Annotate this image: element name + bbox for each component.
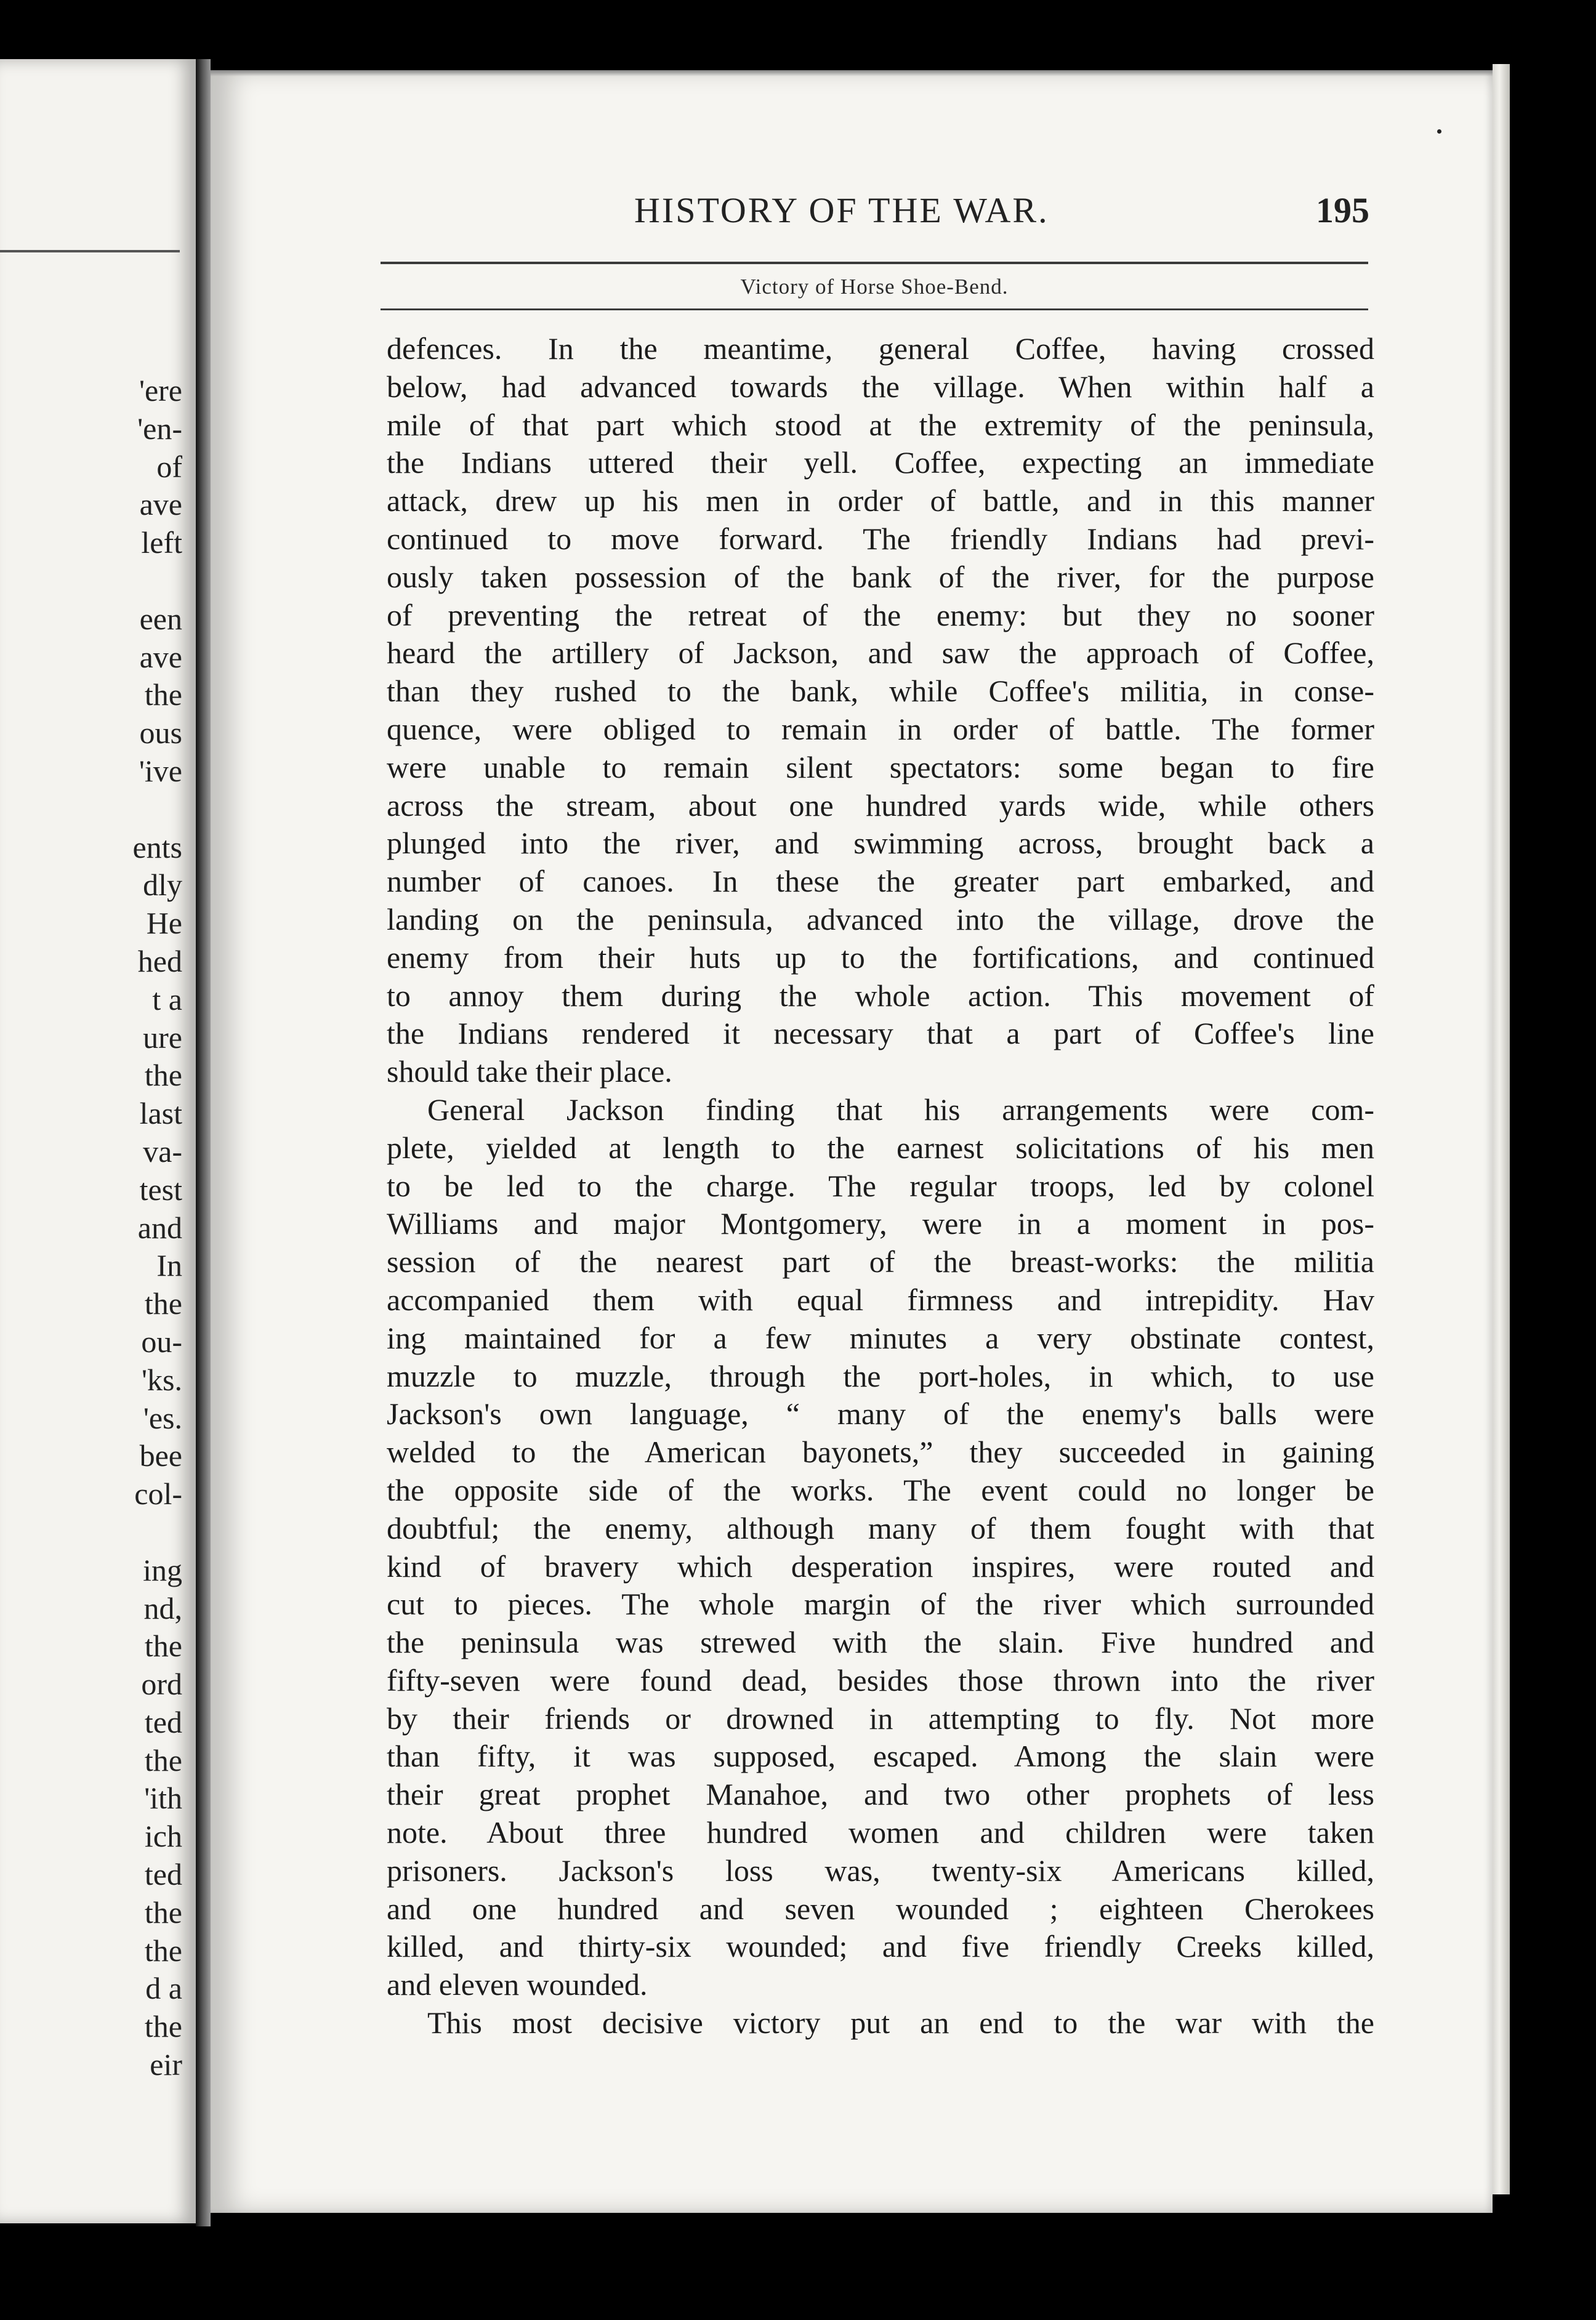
facing-page-fragment: eir xyxy=(150,2047,182,2082)
facing-page-fragment: In xyxy=(156,1248,182,1283)
facing-page-fragment: test xyxy=(139,1172,182,1207)
facing-page-fragment: een xyxy=(139,601,182,636)
facing-page-left xyxy=(0,59,196,2223)
facing-page-fragment: ich xyxy=(144,1819,182,1854)
facing-page-fragment: the xyxy=(144,1058,182,1093)
text-line: were unable to remain silent spectators: some began to fire xyxy=(387,749,1374,784)
facing-page-fragment xyxy=(132,1513,182,1552)
facing-page-fragment: col- xyxy=(134,1476,182,1512)
text-line: fifty-seven were found dead, besides those thrown into the river xyxy=(387,1662,1374,1698)
facing-page-fragment: left xyxy=(141,525,182,560)
header-rule-bottom xyxy=(381,308,1368,310)
text-line: by their friends or drowned in attempting to fly. Not more xyxy=(387,1701,1374,1736)
facing-page-fragment: the xyxy=(144,1933,182,1968)
text-line: plete, yielded at length to the earnest solicitations of his men xyxy=(387,1130,1374,1165)
facing-page-fragment: nd, xyxy=(143,1590,182,1625)
text-line: ously taken possession of the bank of the river, for the purpose xyxy=(387,559,1374,594)
facing-page-text-fragments xyxy=(132,372,182,2084)
text-line: plunged into the river, and swimming across, brought back a xyxy=(387,826,1374,861)
text-line: welded to the American bayonets,” they succeeded in gaining xyxy=(387,1435,1374,1470)
facing-page-fragment: ou- xyxy=(141,1324,182,1359)
facing-page-fragment: ure xyxy=(143,1020,182,1055)
text-line: note. About three hundred women and children were taken xyxy=(387,1815,1374,1850)
text-line: number of canoes. In these the greater part embarked, and xyxy=(387,864,1374,899)
facing-page-fragment xyxy=(132,562,182,600)
facing-page-fragment: va- xyxy=(143,1134,182,1169)
facing-page-fragment: t a xyxy=(152,981,182,1017)
text-line: defences. In the meantime, general Coffee, having crossed xyxy=(387,331,1374,366)
running-head xyxy=(382,190,1377,239)
facing-page-fragment: ave xyxy=(139,487,182,522)
facing-page-fragment: bee xyxy=(139,1438,182,1473)
text-line: the Indians rendered it necessary that a part of Coffee's line xyxy=(387,1016,1374,1051)
text-line: of preventing the retreat of the enemy: but they no sooner xyxy=(387,597,1374,632)
facing-page-fragment: 'ks. xyxy=(142,1362,182,1397)
facing-page-fragment xyxy=(132,791,182,829)
facing-page-fragment: the xyxy=(144,2009,182,2044)
facing-page-rule xyxy=(0,250,180,252)
text-line: quence, were obliged to remain in order of battle. The former xyxy=(387,711,1374,746)
text-line: doubtful; the enemy, although many of them fought with that xyxy=(387,1510,1374,1545)
text-line: than fifty, it was supposed, escaped. Among the slain were xyxy=(387,1739,1374,1774)
facing-page-fragment: the xyxy=(144,1286,182,1321)
facing-page-fragment: ted xyxy=(144,1857,182,1892)
facing-page-fragment: the xyxy=(144,1895,182,1930)
text-line: across the stream, about one hundred yards wide, while others xyxy=(387,787,1374,823)
facing-page-fragment: the xyxy=(144,677,182,712)
facing-page-fragment: 'ith xyxy=(144,1781,182,1816)
text-line: Jackson's own language, “ many of the enemy's balls were xyxy=(387,1396,1374,1432)
page-edge xyxy=(1493,64,1510,2194)
text-line: the opposite side of the works. The event could no longer be xyxy=(387,1472,1374,1507)
dust-speck xyxy=(1437,129,1441,134)
text-line: should take their place. xyxy=(387,1054,672,1089)
facing-page-fragment: and xyxy=(137,1210,182,1245)
text-line: session of the nearest part of the breast-works: the militia xyxy=(387,1244,1374,1279)
text-line: heard the artillery of Jackson, and saw the approach of Coffee, xyxy=(387,635,1374,671)
body-text xyxy=(387,330,1374,2042)
facing-page-fragment: d a xyxy=(145,1971,182,2006)
text-line: muzzle to muzzle, through the port-holes, in which, to use xyxy=(387,1358,1374,1393)
text-line: killed, and thirty-six wounded; and five friendly Creeks killed, xyxy=(387,1929,1374,1964)
facing-page-fragment: of xyxy=(156,449,182,484)
text-line: prisoners. Jackson's loss was, twenty-six Americans killed, xyxy=(387,1853,1374,1888)
facing-page-fragment: the xyxy=(144,1629,182,1664)
text-line: continued to move forward. The friendly Indians had previ- xyxy=(387,521,1374,556)
section-subhead: Victory of Horse Shoe-Bend. xyxy=(740,275,1009,299)
text-line: the Indians uttered their yell. Coffee, expecting an immediate xyxy=(387,445,1374,480)
text-line: General Jackson finding that his arrangements were com- xyxy=(427,1092,1374,1127)
facing-page-fragment: 'ere xyxy=(139,373,182,408)
text-line: landing on the peninsula, advanced into the village, drove the xyxy=(387,901,1374,936)
text-line: to be led to the charge. The regular troops, led by colonel xyxy=(387,1168,1374,1203)
facing-page-fragment: ous xyxy=(139,715,182,751)
book-gutter xyxy=(196,59,211,2226)
facing-page-fragment: dly xyxy=(143,868,182,903)
text-line: the peninsula was strewed with the slain. Five hundred and xyxy=(387,1625,1374,1660)
facing-page-fragment: 'en- xyxy=(137,411,182,446)
facing-page-fragment: ing xyxy=(143,1552,182,1587)
facing-page-fragment: He xyxy=(146,906,182,941)
facing-page-fragment: last xyxy=(139,1096,182,1131)
facing-page-fragment: ord xyxy=(141,1667,182,1702)
text-line: and one hundred and seven wounded ; eighteen Cherokees xyxy=(387,1891,1374,1926)
facing-page-fragment: ted xyxy=(144,1704,182,1739)
text-line: enemy from their huts up to the fortifications, and continued xyxy=(387,940,1374,975)
text-line: than they rushed to the bank, while Coffee's militia, in conse- xyxy=(387,674,1374,709)
text-line: and eleven wounded. xyxy=(387,1967,648,2002)
text-line: to annoy them during the whole action. This movement of xyxy=(387,978,1374,1013)
header-rule-top xyxy=(381,262,1368,264)
text-line: kind of bravery which desperation inspires, were routed and xyxy=(387,1549,1374,1584)
text-line: Williams and major Montgomery, were in a moment in pos- xyxy=(387,1206,1374,1241)
running-title: HISTORY OF THE WAR. xyxy=(634,190,1049,230)
page-number: 195 xyxy=(1316,190,1369,230)
text-line: ing maintained for a few minutes a very obstinate contest, xyxy=(387,1320,1374,1355)
text-line: below, had advanced towards the village. When within half a xyxy=(387,369,1374,404)
text-line: cut to pieces. The whole margin of the river which surrounded xyxy=(387,1587,1374,1622)
text-line: mile of that part which stood at the extremity of the peninsula, xyxy=(387,407,1374,442)
facing-page-fragment: 'ive xyxy=(139,753,182,788)
facing-page-fragment: the xyxy=(144,1742,182,1778)
facing-page-fragment: hed xyxy=(137,943,182,978)
text-line: accompanied them with equal firmness and intrepidity. Hav xyxy=(387,1282,1374,1317)
text-line: attack, drew up his men in order of battle, and in this manner xyxy=(387,483,1374,518)
facing-page-fragment: ave xyxy=(139,639,182,674)
text-line: This most decisive victory put an end to the war with the xyxy=(427,2005,1374,2040)
facing-page-fragment: 'es. xyxy=(143,1400,182,1435)
facing-page-fragment: ents xyxy=(132,829,182,864)
text-line: their great prophet Manahoe, and two other prophets of less xyxy=(387,1777,1374,1812)
